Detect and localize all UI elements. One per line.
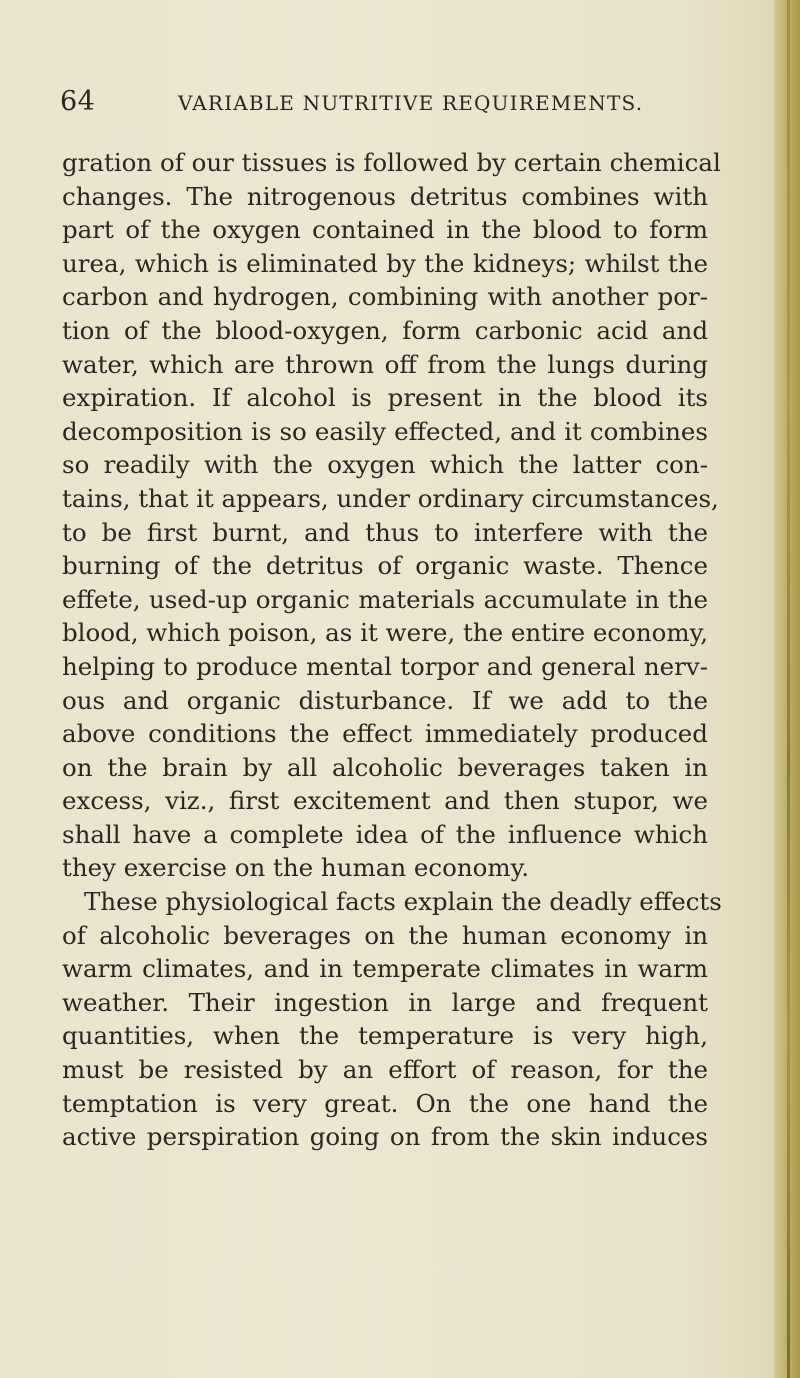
- text-line: of alcoholic beverages on the human economy in: [62, 920, 708, 950]
- text-line: weather. Their ingestion in large and frequent: [62, 987, 708, 1017]
- paragraph-end-line: they exercise on the human economy.: [62, 853, 529, 883]
- text-line: part of the oxygen contained in the blood to form: [62, 215, 708, 245]
- text-line: so readily with the oxygen which the latter con-: [62, 450, 708, 480]
- text-line: active perspiration going on from the skin induces: [62, 1122, 708, 1152]
- paragraph-start-line: These physiological facts explain the deadly effects: [84, 887, 722, 917]
- text-line: expiration. If alcohol is present in the blood its: [62, 383, 708, 413]
- text-line: burning of the detritus of organic waste. Thence: [62, 551, 708, 581]
- text-line: blood, which poison, as it were, the entire economy,: [62, 618, 708, 648]
- text-line: quantities, when the temperature is very high,: [62, 1021, 708, 1051]
- text-line: above conditions the effect immediately produced: [62, 719, 708, 749]
- text-line: on the brain by all alcoholic beverages taken in: [62, 752, 708, 782]
- text-line: effete, used-up organic materials accumulate in the: [62, 584, 708, 614]
- text-line: decomposition is so easily effected, and it combines: [62, 416, 708, 446]
- text-line: helping to produce mental torpor and general nerv-: [62, 651, 708, 681]
- text-line: ous and organic disturbance. If we add to the: [62, 685, 708, 715]
- text-line: warm climates, and in temperate climates in warm: [62, 954, 708, 984]
- text-line: must be resisted by an effort of reason, for the: [62, 1055, 708, 1085]
- text-line: gration of our tissues is followed by certain chemical: [62, 148, 721, 177]
- body-text: [62, 146, 722, 1154]
- text-line: temptation is very great. On the one hand the: [62, 1088, 708, 1118]
- text-line: carbon and hydrogen, combining with another por-: [62, 282, 708, 312]
- text-line: water, which are thrown off from the lungs during: [62, 349, 708, 379]
- text-line: tion of the blood-oxygen, form carbonic acid and: [62, 315, 708, 345]
- running-head: VARIABLE NUTRITIVE REQUIREMENTS.: [178, 91, 644, 115]
- text-line: changes. The nitrogenous detritus combines with: [62, 181, 708, 211]
- text-line: shall have a complete idea of the influence which: [62, 819, 708, 849]
- text-line: urea, which is eliminated by the kidneys; whilst the: [62, 248, 708, 278]
- text-line: tains, that it appears, under ordinary circumstances,: [62, 483, 719, 513]
- page-header: [60, 86, 760, 126]
- binding-shadow: [787, 0, 790, 1378]
- text-line: to be first burnt, and thus to interfere with the: [62, 517, 708, 547]
- text-line: excess, viz., first excitement and then stupor, we: [62, 786, 708, 816]
- page-number: 64: [60, 86, 96, 117]
